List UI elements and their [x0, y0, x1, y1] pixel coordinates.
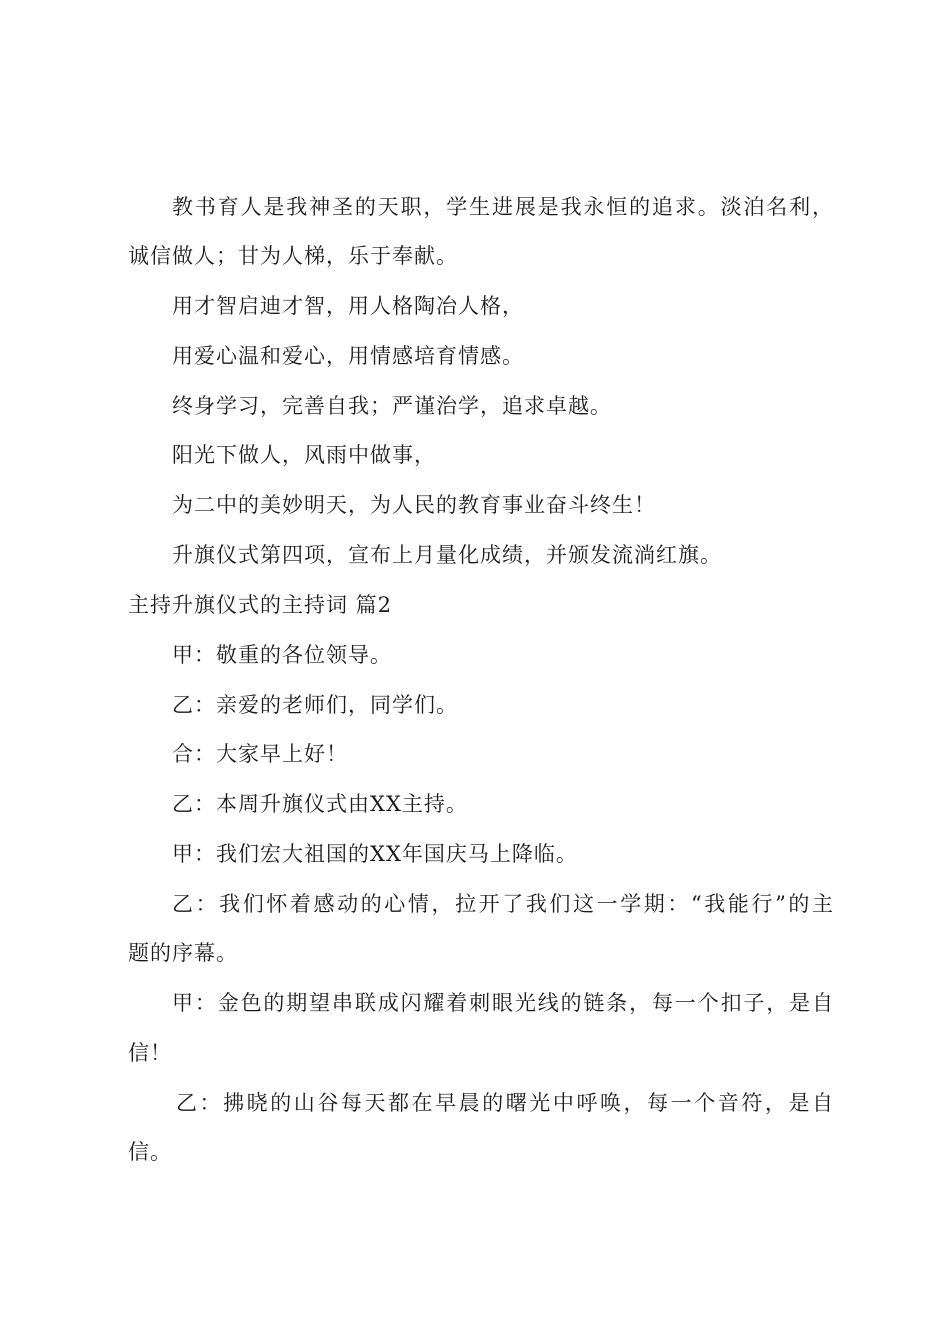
dialogue-line-7-part-2: 信！: [128, 1041, 172, 1065]
dialogue-line-6-part-2: 题的序幕。: [128, 941, 238, 965]
dialogue-line-8-part-2: 信。: [128, 1140, 172, 1164]
dialogue-line-6-part-1: 乙：我们怀着感动的心情，拉开了我们这一学期：“我能行”的主: [172, 892, 834, 916]
section-heading: 主持升旗仪式的主持词 篇2: [128, 593, 393, 617]
paragraph-1-line-2: 诚信做人；甘为人梯，乐于奉献。: [128, 244, 458, 268]
dialogue-line-2: 乙：亲爱的老师们，同学们。: [172, 693, 458, 717]
paragraph-6: 为二中的美妙明天，为人民的教育事业奋斗终生！: [172, 493, 656, 517]
dialogue-line-8-part-1: 乙：拂晓的山谷每天都在早晨的曙光中呼唤，每一个音符，是自: [176, 1091, 834, 1115]
paragraph-2: 用才智启迪才智，用人格陶冶人格，: [172, 294, 524, 318]
dialogue-line-5: 甲：我们宏大祖国的XX年国庆马上降临。: [172, 842, 578, 866]
dialogue-line-3: 合：大家早上好！: [172, 742, 348, 766]
paragraph-1-line-1: 教书育人是我神圣的天职，学生进展是我永恒的追求。淡泊名利，: [172, 195, 834, 219]
paragraph-7: 升旗仪式第四项，宣布上月量化成绩，并颁发流淌红旗。: [172, 543, 722, 567]
dialogue-line-4: 乙：本周升旗仪式由XX主持。: [172, 792, 468, 816]
paragraph-4: 终身学习，完善自我；严谨治学，追求卓越。: [172, 394, 612, 418]
paragraph-3: 用爱心温和爱心，用情感培育情感。: [172, 344, 524, 368]
dialogue-line-1: 甲：敬重的各位领导。: [172, 643, 392, 667]
dialogue-line-7-part-1: 甲：金色的期望串联成闪耀着刺眼光线的链条，每一个扣子，是自: [172, 991, 834, 1015]
paragraph-5: 阳光下做人，风雨中做事，: [172, 443, 436, 467]
